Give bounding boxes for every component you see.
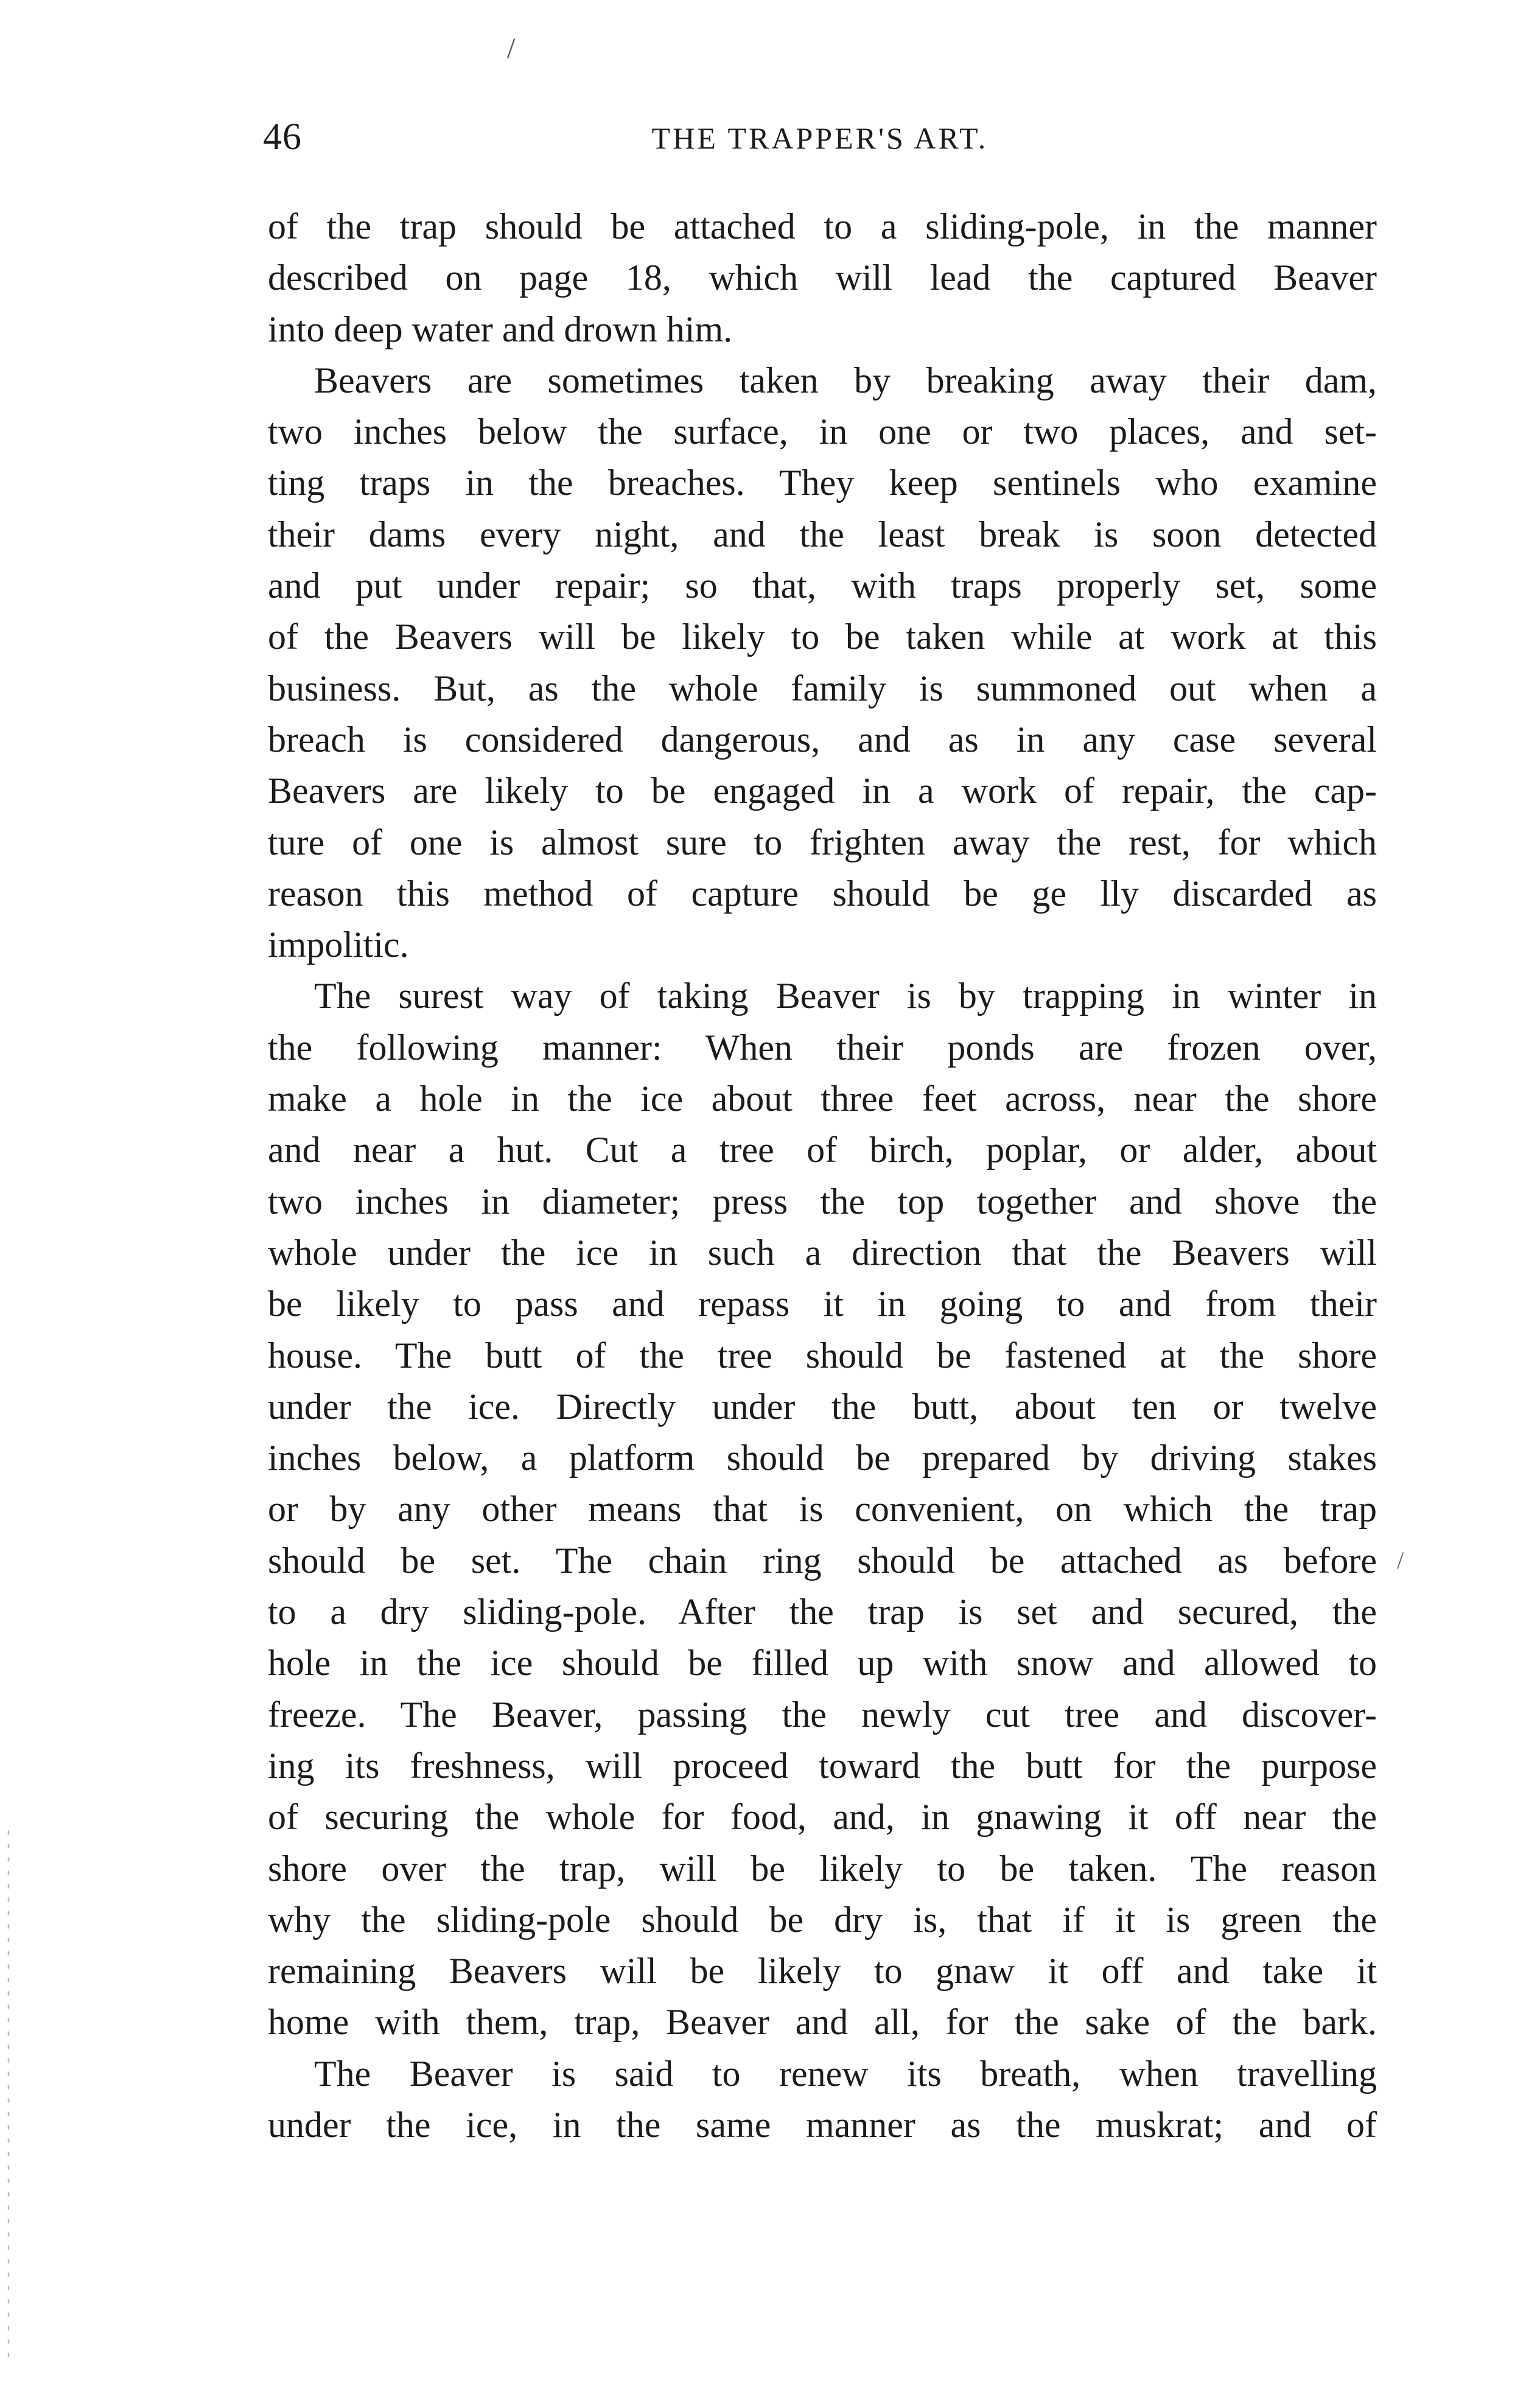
text-line: impolitic. [268,925,409,965]
text-line: house. The butt of the tree should be fastened at the shore [268,1335,1377,1376]
text-line: The surest way of taking Beaver is by trapping in winter in [314,976,1377,1016]
text-line: two inches in diameter; press the top together and shove the [268,1181,1377,1222]
text-line: hole in the ice should be filled up with snow and allowed to [268,1643,1377,1684]
text-line: remaining Beavers will be likely to gnaw it off and take it [268,1951,1377,1992]
running-head [263,116,1377,170]
text-line: ing its freshness, will proceed toward the butt for the purpose [268,1745,1377,1786]
running-title: THE TRAPPER'S ART. [651,121,989,155]
text-line: be likely to pass and repass it in going to and from their [268,1284,1377,1324]
text-line: of securing the whole for food, and, in gnawing it off near the [268,1797,1377,1838]
text-line: why the sliding-pole should be dry is, that if it is green the [268,1899,1377,1940]
text-line: and near a hut. Cut a tree of birch, poplar, or alder, about [268,1130,1377,1170]
text-line: whole under the ice in such a direction that the Beavers will [268,1232,1377,1273]
page-number: 46 [263,116,302,158]
margin-pencil-mark: / [1397,1547,1404,1574]
text-line: shore over the trap, will be likely to be taken. The reason [268,1848,1377,1889]
text-line: their dams every night, and the least break is soon detected [268,514,1377,554]
body-text [268,201,1377,2150]
text-line: and put under repair; so that, with traps properly set, some [268,565,1377,606]
text-line: breach is considered dangerous, and as in any case several [268,719,1377,760]
text-line: of the trap should be attached to a sliding-pole, in the manner [268,206,1377,247]
text-line: two inches below the surface, in one or two places, and set- [268,411,1377,452]
text-line: home with them, trap, Beaver and all, for the sake of the bark. [268,2002,1377,2043]
text-line: freeze. The Beaver, passing the newly cut tree and discover- [268,1694,1377,1735]
text-line: reason this method of capture should be ge lly discarded as [268,873,1377,914]
text-line: under the ice, in the same manner as the muskrat; and of [268,2104,1377,2145]
text-line: inches below, a platform should be prepared by driving stakes [268,1438,1377,1478]
text-line: under the ice. Directly under the butt, about ten or twelve [268,1386,1377,1427]
page-edge-speckle [6,1826,11,2362]
text-line: described on page 18, which will lead the captured Beaver [268,257,1377,298]
text-line: of the Beavers will be likely to be taken while at work at this [268,617,1377,657]
text-line: ting traps in the breaches. They keep sentinels who examine [268,463,1377,503]
text-line: Beavers are sometimes taken by breaking away their dam, [314,360,1377,400]
text-line: The Beaver is said to renew its breath, when travelling [314,2053,1377,2094]
text-line: Beavers are likely to be engaged in a work of repair, the cap- [268,771,1377,811]
text-line: business. But, as the whole family is summoned out when a [268,668,1377,708]
text-line: the following manner: When their ponds are frozen over, [268,1027,1377,1068]
text-line: make a hole in the ice about three feet across, near the shore [268,1079,1377,1119]
stray-pencil-mark: / [507,32,516,65]
text-line: to a dry sliding-pole. After the trap is set and secured, the [268,1592,1377,1632]
text-line: ture of one is almost sure to frighten away the rest, for which [268,822,1377,862]
text-line: or by any other means that is convenient, on which the trap [268,1489,1377,1530]
text-line: into deep water and drown him. [268,309,733,349]
text-line: should be set. The chain ring should be attached as before [268,1540,1377,1581]
